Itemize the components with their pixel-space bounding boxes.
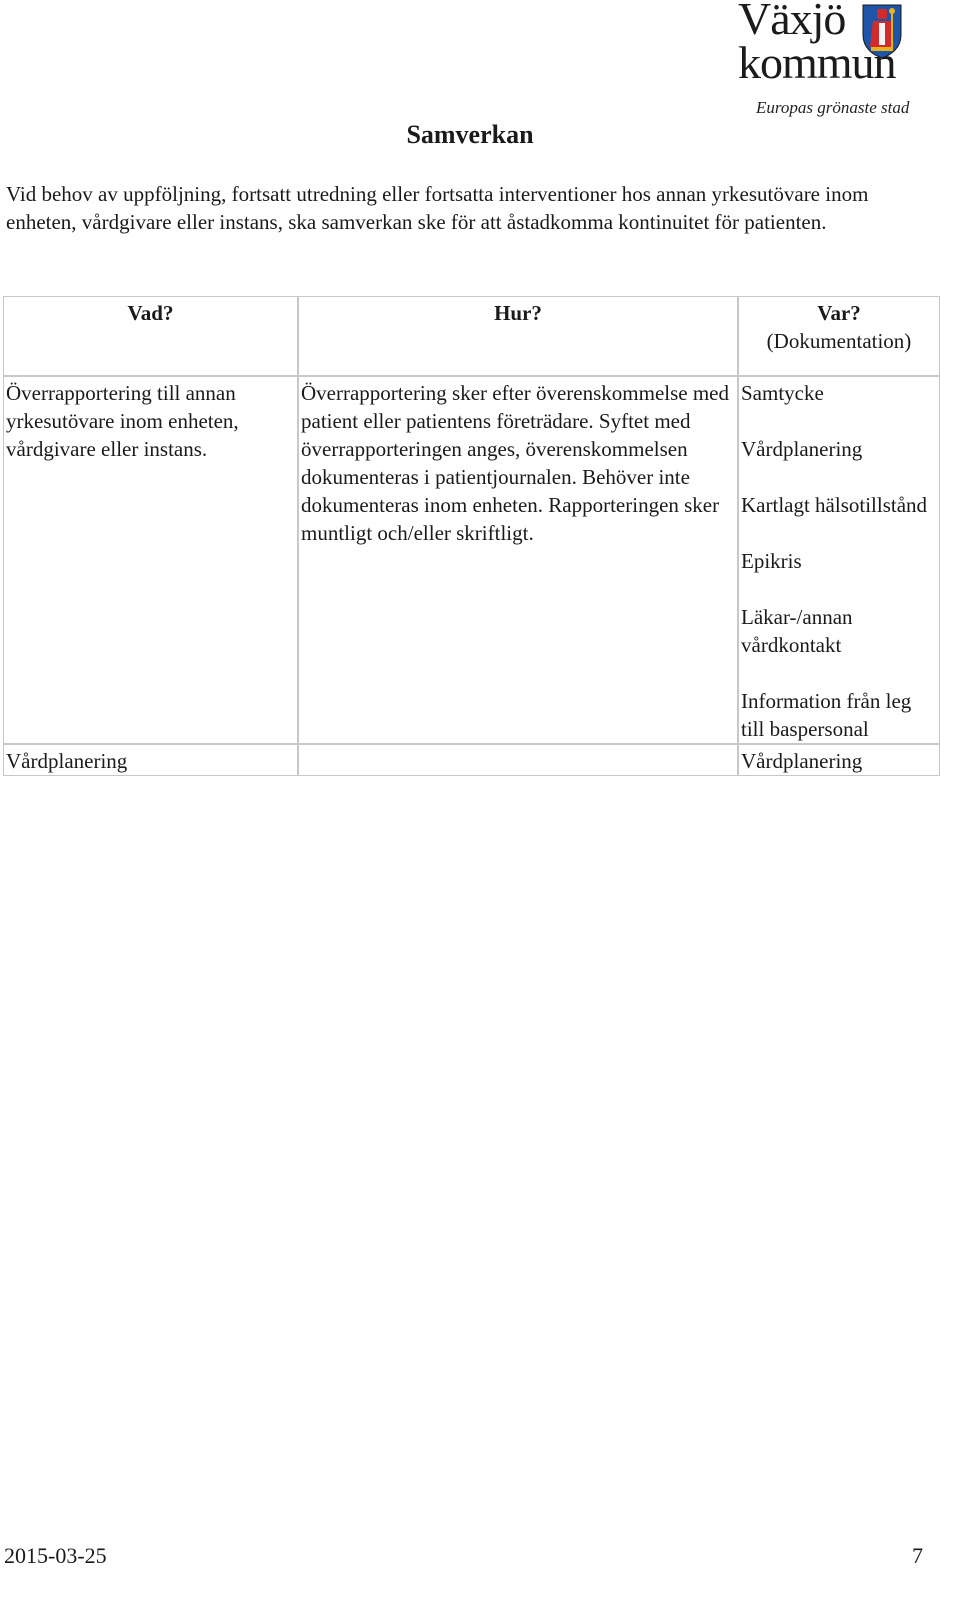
logo-line-2: kommun — [738, 37, 896, 88]
collaboration-table — [3, 296, 940, 776]
logo-line-1: Växjö — [738, 0, 846, 44]
header-where: Var? — [817, 301, 861, 325]
where-item: Information från leg till baspersonal — [741, 689, 912, 741]
row1-how: Överrapportering sker efter överenskommelse med patient eller patientens företrädare. Syftet med överrapporteringen anges, överenskommelsen dokumenteras i patientjournalen. Behöver inte dokumenteras inom enheten. Rapporteringen sker muntligt och/eller skriftligt. — [301, 381, 729, 545]
table-header-row — [3, 296, 940, 376]
row2-where-cell — [738, 744, 940, 776]
header-how: Hur? — [494, 301, 542, 325]
row1-how-cell — [298, 376, 738, 744]
row2-how-cell — [298, 744, 738, 776]
header-what: Vad? — [127, 301, 174, 325]
intro-paragraph: Vid behov av uppföljning, fortsatt utredning eller fortsatta interventioner hos annan yrkesutövare inom enheten, vårdgivare eller instans, ska samverkan ske för att åstadkomma kontinuitet för patienten. — [6, 182, 869, 234]
page-number: 7 — [912, 1543, 923, 1568]
where-item: Vårdplanering — [741, 437, 863, 461]
where-item: Epikris — [741, 549, 802, 573]
where-item: Kartlagt hälsotillstånd — [741, 493, 928, 517]
row2-what-cell — [3, 744, 298, 776]
page-title: Samverkan — [406, 120, 534, 149]
row1-what: Överrapportering till annan yrkesutövare inom enheten, vårdgivare eller instans. — [6, 381, 239, 461]
where-item: Samtycke — [741, 381, 824, 405]
row1-where-cell — [738, 376, 940, 744]
header-where-sub: (Dokumentation) — [766, 329, 912, 353]
header-cell-where — [738, 296, 940, 376]
row2-what: Vårdplanering — [6, 749, 128, 773]
table-row — [3, 376, 940, 744]
header-cell-how — [298, 296, 738, 376]
row2-where: Vårdplanering — [741, 749, 863, 773]
logo-tagline: Europas grönaste stad — [756, 98, 910, 117]
vaxjo-kommun-logo — [738, 0, 950, 126]
table-row — [3, 744, 940, 776]
where-item: Läkar-/annan vårdkontakt — [741, 605, 853, 657]
row1-what-cell — [3, 376, 298, 744]
header-cell-what — [3, 296, 298, 376]
footer-date: 2015-03-25 — [4, 1543, 107, 1568]
